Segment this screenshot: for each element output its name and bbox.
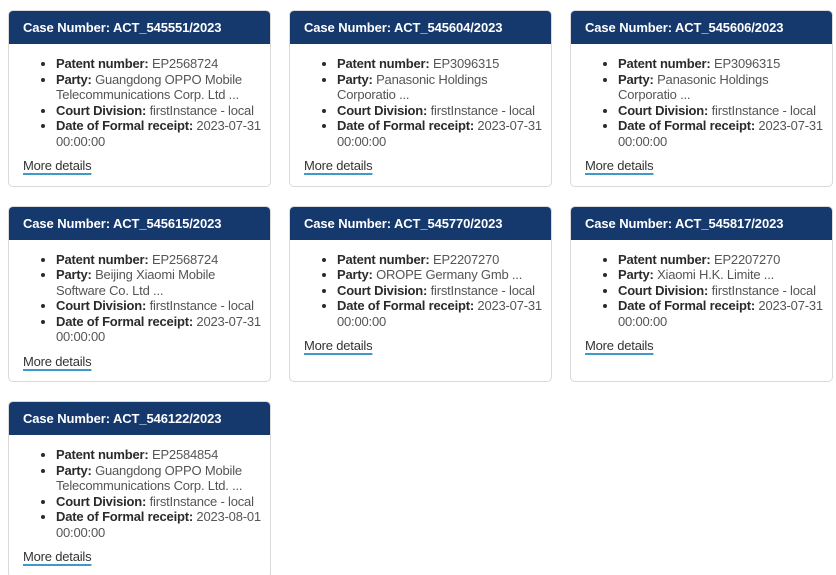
field-value: EP3096315 [713, 56, 781, 71]
field-value: EP2568724 [151, 251, 219, 267]
more-details-link[interactable]: More details [585, 338, 654, 353]
case-card-body [9, 44, 270, 186]
case-field [618, 283, 828, 299]
field-value: Guangdong OPPO Mobile Telecommunications Corp. Ltd. ... [56, 462, 243, 493]
case-field [618, 298, 828, 329]
case-field [56, 252, 266, 268]
more-details-link[interactable]: More details [23, 158, 92, 173]
field-value: EP2207270 [432, 251, 500, 267]
field-label: Party: [618, 267, 654, 282]
case-number-prefix: Case Number: [23, 411, 110, 426]
case-number-prefix: Case Number: [304, 215, 391, 231]
case-field [56, 314, 266, 345]
case-number-prefix: Case Number: [304, 20, 391, 35]
field-value: 2023-07-31 00:00:00 [337, 298, 542, 329]
case-card-header [9, 207, 270, 240]
field-label: Party: [337, 71, 373, 87]
field-label: Court Division: [337, 282, 428, 298]
field-label: Court Division: [56, 493, 147, 509]
case-field [56, 494, 266, 510]
case-number-prefix: Case Number: [23, 215, 110, 231]
case-field [56, 56, 266, 72]
case-field [56, 447, 266, 463]
field-label: Patent number: [618, 251, 711, 267]
field-value: firstInstance - local [149, 493, 254, 509]
field-value: 2023-07-31 00:00:00 [618, 298, 823, 329]
more-details-link[interactable]: More details [23, 549, 92, 564]
case-card [8, 10, 271, 187]
case-card-header [9, 402, 270, 435]
field-value: Panasonic Holdings Corporatio ... [618, 71, 769, 102]
case-card [8, 401, 271, 575]
case-field [618, 103, 828, 119]
field-label: Party: [337, 267, 373, 282]
case-card-body [9, 435, 270, 575]
field-value: Xiaomi H.K. Limite ... [657, 267, 775, 282]
case-field [618, 56, 828, 72]
field-value: firstInstance - local [711, 282, 816, 298]
case-field [337, 118, 547, 149]
case-field [56, 103, 266, 119]
case-field [618, 118, 828, 149]
field-value: 2023-07-31 00:00:00 [56, 313, 261, 344]
case-card [570, 10, 833, 187]
case-field [56, 72, 266, 103]
case-card [289, 10, 552, 187]
field-value: EP2568724 [151, 56, 219, 71]
field-label: Patent number: [618, 56, 711, 71]
case-field [337, 56, 547, 72]
field-value: Guangdong OPPO Mobile Telecommunications Corp. Ltd ... [56, 71, 242, 102]
case-field [337, 252, 547, 268]
field-value: EP3096315 [432, 56, 500, 71]
field-label: Date of Formal receipt: [337, 298, 474, 313]
case-card-header [290, 11, 551, 44]
case-number-value: ACT_545606/2023 [674, 20, 784, 35]
field-label: Patent number: [337, 56, 430, 71]
field-label: Date of Formal receipt: [56, 118, 193, 133]
field-label: Court Division: [337, 102, 428, 118]
field-value: OROPE Germany Gmb ... [376, 267, 523, 282]
case-number-value: ACT_545817/2023 [674, 215, 784, 231]
case-field [618, 267, 828, 283]
case-field [56, 298, 266, 314]
case-card-body [9, 240, 270, 382]
field-label: Patent number: [56, 56, 149, 71]
case-number-value: ACT_545604/2023 [393, 20, 503, 35]
field-label: Patent number: [56, 447, 149, 462]
case-field [618, 252, 828, 268]
field-label: Date of Formal receipt: [618, 298, 755, 313]
field-label: Date of Formal receipt: [337, 118, 474, 133]
field-label: Date of Formal receipt: [56, 313, 193, 329]
field-value: Beijing Xiaomi Mobile Software Co. Ltd ... [56, 267, 216, 298]
case-field [56, 509, 266, 540]
case-card [570, 206, 833, 383]
case-card [289, 206, 552, 383]
case-fields-list [302, 56, 547, 149]
case-card-header [9, 11, 270, 44]
field-value: EP2584854 [151, 447, 219, 462]
field-value: EP2207270 [713, 251, 781, 267]
field-value: 2023-08-01 00:00:00 [56, 509, 261, 540]
field-label: Date of Formal receipt: [56, 509, 193, 524]
field-value: firstInstance - local [149, 298, 254, 313]
field-label: Party: [56, 71, 92, 87]
more-details-link[interactable]: More details [585, 158, 654, 173]
case-fields-list [21, 447, 266, 540]
case-field [618, 72, 828, 103]
case-field [337, 103, 547, 119]
case-card-header [290, 207, 551, 240]
case-number-value: ACT_545770/2023 [393, 215, 503, 231]
field-label: Court Division: [56, 102, 147, 118]
field-label: Patent number: [56, 251, 149, 267]
case-fields-list [583, 56, 828, 149]
case-fields-list [21, 56, 266, 149]
field-value: firstInstance - local [711, 102, 816, 118]
field-label: Patent number: [337, 251, 430, 267]
field-value: 2023-07-31 00:00:00 [618, 118, 823, 149]
field-label: Party: [618, 71, 654, 87]
case-number-value: ACT_545551/2023 [112, 20, 222, 35]
field-value: firstInstance - local [430, 282, 535, 298]
field-label: Court Division: [618, 102, 709, 118]
case-card-body [571, 240, 832, 366]
field-value: 2023-07-31 00:00:00 [337, 118, 542, 149]
more-details-link[interactable]: More details [304, 338, 373, 353]
case-fields-list [302, 252, 547, 330]
case-field [56, 463, 266, 494]
case-card-body [290, 44, 551, 186]
more-details-link[interactable]: More details [23, 353, 92, 369]
field-value: firstInstance - local [430, 102, 535, 118]
field-label: Date of Formal receipt: [618, 118, 755, 133]
case-field [337, 283, 547, 299]
field-value: 2023-07-31 00:00:00 [56, 118, 261, 149]
more-details-link[interactable]: More details [304, 158, 373, 173]
case-number-value: ACT_546122/2023 [112, 411, 222, 426]
case-field [337, 267, 547, 283]
case-card-body [290, 240, 551, 366]
field-label: Court Division: [56, 298, 147, 313]
case-field [56, 267, 266, 298]
case-card [8, 206, 271, 383]
case-card-header [571, 11, 832, 44]
field-value: Panasonic Holdings Corporatio ... [337, 71, 488, 102]
case-field [337, 72, 547, 103]
case-fields-list [21, 252, 266, 345]
case-number-value: ACT_545615/2023 [112, 215, 222, 231]
case-field [56, 118, 266, 149]
field-label: Court Division: [618, 282, 709, 298]
case-number-prefix: Case Number: [585, 215, 672, 231]
field-label: Party: [56, 462, 92, 478]
case-field [337, 298, 547, 329]
case-number-prefix: Case Number: [23, 20, 110, 35]
case-card-body [571, 44, 832, 186]
case-fields-list [583, 252, 828, 330]
case-card-header [571, 207, 832, 240]
case-number-prefix: Case Number: [585, 20, 672, 35]
field-label: Party: [56, 267, 92, 282]
field-value: firstInstance - local [149, 102, 254, 118]
